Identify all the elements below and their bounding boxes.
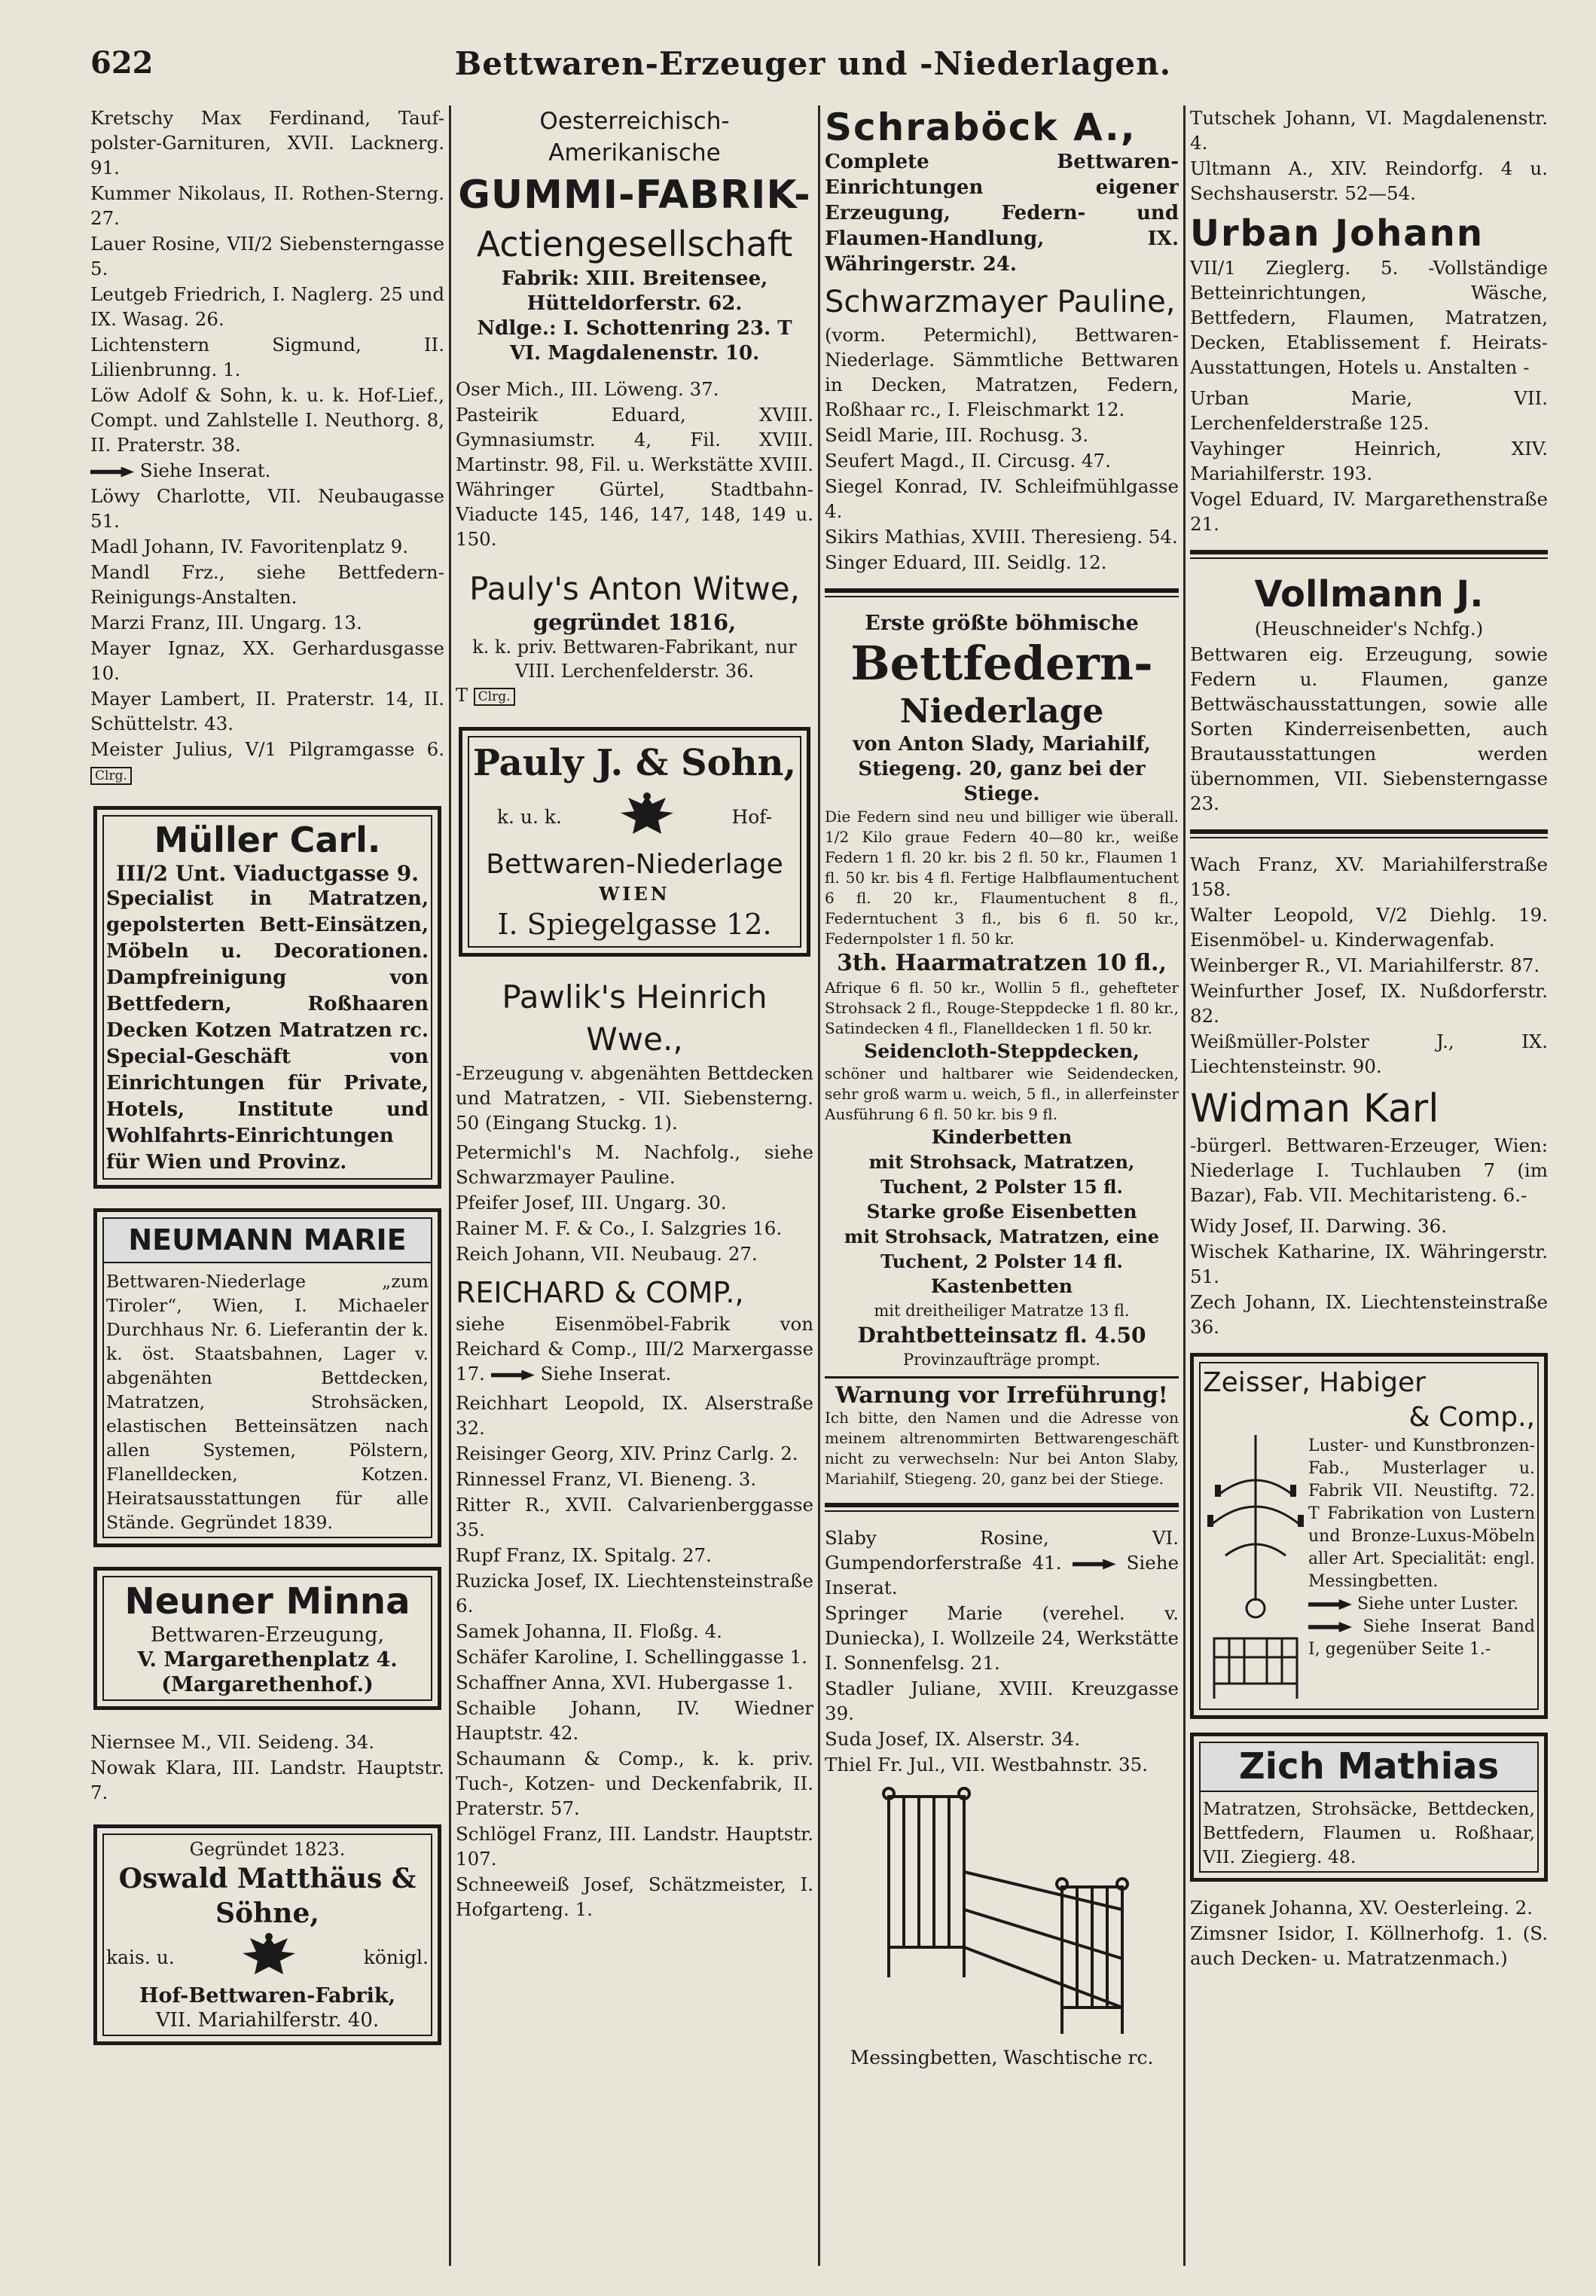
ad-title: Widman Karl (1190, 1086, 1439, 1131)
ad-line: Drahtbetteinsatz fl. 4.50 (857, 1323, 1146, 1348)
ad-line: Kinderbetten (931, 1126, 1073, 1148)
ad-title: Pauly J. & Sohn, (472, 742, 797, 784)
ad-text: (vorm. Petermichl), Bettwaren-Niederlage. Sämmtliche Bettwaren in Decken, Matratzen, Federn, Roßhaar rc., I. Fleischmarkt 12. (825, 324, 1179, 420)
ad-zeisser-habiger (1190, 1353, 1548, 1719)
ad-left-label: k. u. k. (496, 805, 562, 828)
inserat-reference: Siehe Inserat. (90, 458, 444, 483)
ad-title: GUMMI-FABRIK- (458, 173, 811, 218)
list-item: Pfeifer Josef, III. Ungarg. 30. (456, 1192, 727, 1214)
ad-line: von Anton Slady, Mariahilf, Stiegeng. 20, ganz bei der Stiege. (853, 733, 1151, 805)
column-4 (1190, 105, 1548, 2266)
page-number: 622 (90, 45, 154, 81)
list-item: Walter Leopold, V/2 Diehlg. 19. Eisenmöbel- u. Kinderwagenfab. (1190, 904, 1548, 951)
ad-text: Afrique 6 fl. 50 kr., Wollin 5 fl., gehefteter Strohsack 2 fl., Rouge-Steppdecke 1 fl. 80 kr., Satindecken 4 fl., Flanelldecken 1 fl. 50 kr. (825, 979, 1179, 1037)
list-item: Niernsee M., VII. Seideng. 34. (90, 1731, 374, 1753)
divider (1190, 829, 1548, 838)
list-item: Leutgeb Friedrich, I. Naglerg. 25 und IX. Wasag. 26. (90, 283, 444, 330)
list-item: Vogel Eduard, IV. Margarethenstraße 21. (1190, 488, 1548, 535)
ad-gummi-fabrik (456, 105, 813, 366)
ad-widman-karl (1190, 1085, 1548, 1208)
double-eagle-icon (235, 1931, 303, 1983)
ad-title: Pawlik's Heinrich Wwe., (502, 979, 767, 1058)
column-rule (818, 105, 820, 2266)
illustration-caption: Messingbetten, Waschtische rc. (850, 2047, 1154, 2069)
list-item: Thiel Fr. Jul., VII. Westbahnstr. 35. (825, 1754, 1149, 1775)
list-item: Reichhart Leopold, IX. Alserstraße 32. (456, 1392, 813, 1439)
list-item: Mandl Frz., siehe Bettfedern-Reinigungs-Anstalten. (90, 561, 444, 608)
list-item: Mayer Lambert, II. Praterstr. 14, II. Schüttelstr. 43. (90, 688, 444, 734)
ad-paulys-anton (456, 568, 813, 707)
ad-line: VII. Mariahilferstr. 40. (155, 2009, 380, 2032)
ad-title: Bettfedern- (850, 636, 1153, 691)
list-item: Urban Marie, VII. Lerchenfelderstraße 125. (1190, 387, 1548, 434)
list-item: Schlögel Franz, III. Landstr. Hauptstr. 107. (456, 1823, 813, 1870)
ad-mueller-carl (93, 806, 441, 1189)
ad-line: I. Spiegelgasse 12. (497, 908, 772, 941)
list-item: Zech Johann, IX. Liechtensteinstraße 36. (1190, 1291, 1548, 1338)
ad-neumann-marie (93, 1208, 441, 1547)
column-3 (825, 105, 1179, 2266)
ad-line: Oesterreichisch-Amerikanische (539, 108, 730, 166)
ad-text: Complete Bettwaren-Einrichtungen eigener Erzeugung, Federn- und Flaumen-Handlung, IX. Währingerstr. 24. (825, 151, 1179, 276)
list-item: Löwy Charlotte, VII. Neubaugasse 51. (90, 485, 444, 532)
clrg-badge: Clrg. (474, 688, 515, 706)
pointing-hand-icon (491, 1370, 535, 1381)
list-item: Wischek Katharine, IX. Währingerstr. 51. (1190, 1241, 1548, 1287)
brass-bed-illustration (836, 1782, 1167, 2045)
list-item: Rupf Franz, IX. Spitalg. 27. (456, 1544, 712, 1566)
divider (1190, 550, 1548, 559)
list-item: Schneeweiß Josef, Schätzmeister, I. Hofgarteng. 1. (456, 1873, 813, 1920)
ad-line: VI. Magdalenenstr. 10. (509, 342, 760, 365)
list-item: Vayhinger Heinrich, XIV. Mariahilferstr. 193. (1190, 438, 1548, 484)
ad-line: Starke große Eisenbetten (866, 1201, 1137, 1223)
clrg-badge: Clrg. (90, 767, 132, 785)
list-item: Kummer Nikolaus, II. Rothen-Sterng. 27. (90, 182, 444, 229)
ad-text: siehe Eisenmöbel-Fabrik von Reichard & Comp., III/2 Marxergasse 17. Siehe Inserat. (456, 1313, 813, 1385)
ad-text: -Erzeugung v. abgenähten Bettdecken und Matratzen, - VII. Siebensterng. 50 (Eingang Stuckg. 1). (456, 1062, 813, 1134)
ad-title: Vollmann J. (1254, 573, 1484, 615)
ad-title: Urban Johann (1190, 212, 1485, 255)
ad-right-label: Hof- (731, 805, 773, 828)
list-item: Lauer Rosine, VII/2 Siebensterngasse 5. (90, 233, 444, 279)
ad-text: schöner und haltbarer wie Seidendecken, sehr groß warm u. weich, 5 fl., in allerfeinster Ausführung 6 fl. 50 kr. bis 9 fl. (825, 1064, 1179, 1123)
ad-line: Bettwaren-Niederlage (486, 849, 783, 880)
list-item: Tutschek Johann, VI. Magdalenenstr. 4. (1190, 107, 1548, 154)
ad-line: mit dreitheiliger Matratze 13 fl. (874, 1302, 1130, 1320)
ad-vollmann (1190, 572, 1548, 816)
list-item: Samek Johanna, II. Floßg. 4. (456, 1620, 722, 1642)
ad-urban-johann (1190, 212, 1548, 380)
list-item: Weißmüller-Polster J., IX. Liechtensteinstr. 90. (1190, 1030, 1548, 1077)
ad-line: Seidencloth-Steppdecken, (864, 1040, 1140, 1062)
ad-subtitle: (Heuschneider's Nchfg.) (1254, 618, 1484, 640)
list-item: Ultmann A., XIV. Reindorfg. 4 u. Sechshauserstr. 52—54. (1190, 157, 1548, 204)
ad-pawlik-heinrich (456, 976, 813, 1135)
ad-line: Warnung vor Irreführung! (835, 1382, 1168, 1409)
list-item: Weinberger R., VI. Mariahilferstr. 87. (1190, 954, 1540, 976)
list-item: Zimsner Isidor, I. Köllnerhofg. 1. (S. auch Decken- u. Matratzenmach.) (1190, 1922, 1548, 1969)
page-header (90, 45, 1536, 90)
ad-text: Matratzen, Strohsäcke, Bettdecken, Bettfedern, Flaumen u. Roßhaar, VII. Ziegierg. 48. (1203, 1798, 1535, 1867)
list-item: Singer Eduard, III. Seidlg. 12. (825, 551, 1107, 573)
list-item: Slaby Rosine, VI. Gumpendorferstraße 41. Siehe Inserat. (825, 1527, 1179, 1598)
ad-title: Pauly's Anton Witwe, (469, 570, 800, 607)
list-item: Seidl Marie, III. Rochusg. 3. (825, 424, 1089, 446)
divider (825, 588, 1179, 597)
list-item: Wach Franz, XV. Mariahilferstraße 158. (1190, 853, 1548, 900)
ad-address: III/2 Unt. Viaductgasse 9. (116, 861, 419, 886)
ad-line: Actiengesellschaft (476, 224, 793, 264)
list-item: Löw Adolf & Sohn, k. u. k. Hof-Lief., Compt. und Zahlstelle I. Neuthorg. 8, II. Praterstr. 38. (90, 384, 444, 456)
ad-title: Zich Mathias (1200, 1742, 1538, 1792)
ad-text: Specialist in Matratzen, gepolsterten Bett-Einsätzen, Möbeln u. Decorationen. Dampfreinigung von Bettfedern, Roßhaaren Decken Kotzen Matratzen rc. Special-Geschäft von Einrichtungen für Private, Hotels, Institute und Wohlfahrts-Einrichtungen für Wien und Provinz. (106, 887, 429, 1174)
divider (825, 1503, 1179, 1512)
list-item: Schaumann & Comp., k. k. priv. Tuch-, Kotzen- und Deckenfabrik, II. Praterstr. 57. (456, 1748, 813, 1819)
pointing-hand-icon (1308, 1599, 1352, 1610)
ad-line: Bettwaren-Erzeugung, (150, 1623, 385, 1647)
ad-title: REICHARD & COMP., (456, 1276, 744, 1309)
ad-text: -bürgerl. Bettwaren-Erzeuger, Wien: Niederlage I. Tuchlauben 7 (im Bazar), Fab. VII. Mechitaristeng. 6.- (1190, 1134, 1548, 1206)
page-title: Bettwaren-Erzeuger und -Niederlagen. (454, 45, 1172, 82)
list-item: Sikirs Mathias, XVIII. Theresieng. 54. (825, 526, 1178, 548)
ad-title: Müller Carl. (154, 820, 381, 860)
telephone-mark: T (456, 685, 468, 706)
pointing-hand-icon (1308, 1622, 1352, 1632)
ad-schwarzmayer (825, 282, 1179, 422)
ad-founded: Gegründet 1823. (189, 1839, 346, 1860)
ad-title-2: & Comp., (1408, 1402, 1535, 1433)
column-1 (90, 105, 444, 2266)
list-item: Ritter R., XVII. Calvarienberggasse 35. (456, 1494, 813, 1540)
list-item: Marzi Franz, III. Ungarg. 13. (90, 612, 362, 634)
ad-line: (Margarethenhof.) (161, 1673, 374, 1696)
ad-zich-mathias (1190, 1733, 1548, 1882)
pointing-hand-icon (1073, 1559, 1116, 1570)
ad-title: Oswald Matthäus & Söhne, (118, 1863, 417, 1929)
list-item: Kretschy Max Ferdinand, Tauf-polster-Garnituren, XVII. Lacknerg. 91. (90, 107, 444, 179)
list-item: Nowak Klara, III. Landstr. Hauptstr. 7. (90, 1757, 444, 1803)
ad-line: Ndlge.: I. Schottenring 23. T (477, 317, 792, 340)
list-item: Reisinger Georg, XIV. Prinz Carlg. 2. (456, 1443, 798, 1464)
ad-slady-bettfedern (825, 611, 1179, 1489)
double-eagle-icon (613, 786, 681, 847)
ad-text: Bettwaren-Niederlage „zum Tiroler“, Wien, I. Michaeler Durchhaus Nr. 6. Lieferantin der k. k. öst. Staatsbahnen, Lager v. abgenähten Bettdecken, Matratzen, Strohsäcken, elastischen Betteinsätzen nach allen Systemen, Pölstern, Flanelldecken, Kotzen. Heiratsausstattungen für alle Stände. Gegründet 1839. (106, 1271, 429, 1533)
ad-text: Bettwaren eig. Erzeugung, sowie Federn u. Flaumen, ganze Bettwäschausstattungen, sowie alle Sorten Kinderreisenbetten, auch Brautausstattungen werden übernommen, VII. Siebensterngasse 23. (1190, 643, 1548, 814)
list-item: Stadler Juliane, XVIII. Kreuzgasse 39. (825, 1678, 1179, 1724)
ad-line: mit Strohsack, Matratzen, eine Tuchent, 2 Polster 14 fl. (844, 1226, 1160, 1272)
list-item: Mayer Ignaz, XX. Gerhardusgasse 10. (90, 637, 444, 684)
list-item: Widy Josef, II. Darwing. 36. (1190, 1215, 1448, 1237)
list-item: Reich Johann, VII. Neubaug. 27. (456, 1243, 758, 1265)
list-item: Weinfurther Josef, IX. Nußdorferstr. 82. (1190, 980, 1548, 1027)
ad-left-label: kais. u. (106, 1946, 175, 1968)
ad-text: k. k. priv. Bettwaren-Fabrikant, nur VIII. Lerchenfelderstr. 36. (472, 637, 797, 682)
ad-siehe-2: Siehe Inserat Band I, gegenüber Seite 1.- (1308, 1617, 1535, 1659)
list-item: Seufert Magd., II. Circusg. 47. (825, 450, 1111, 472)
ad-title: Schwarzmayer Pauline, (825, 285, 1176, 319)
ad-line: Provinzaufträge prompt. (903, 1351, 1100, 1369)
list-item: Lichtenstern Sigmund, II. Lilienbrunng. 1. (90, 334, 444, 380)
ad-line: 3th. Haarmatratzen 10 fl., (837, 950, 1167, 976)
list-item: Suda Josef, IX. Alserstr. 34. (825, 1728, 1081, 1750)
chandelier-illustration (1203, 1435, 1308, 1706)
column-rule (1183, 105, 1186, 2266)
list-item: Springer Marie (verehel. v. Duniecka), I. Wollzeile 24, Werkstätte I. Sonnenfelsg. 21. (825, 1602, 1179, 1674)
pointing-hand-icon (90, 467, 134, 478)
ad-text: VII/1 Zieglerg. 5. -Vollständige Betteinrichtungen, Wäsche, Bettfedern, Flaumen, Matratzen, Decken, Etablissement f. Heirats-Ausstattungen, Hotels u. Anstalten - (1190, 257, 1548, 378)
ad-oswald-matthaeus (93, 1824, 441, 2045)
list-item: Schaffner Anna, XVI. Hubergasse 1. (456, 1672, 794, 1693)
ad-text: Die Federn sind neu und billiger wie überall. 1/2 Kilo graue Federn 40—80 kr., weiße Federn 1 fl. 20 kr. bis 2 fl. 50 kr., Flaumen 1 fl. 50 kr. bis 4 fl. Fertige Halbflaumentuchent 6 fl. 20 kr., Flaumentuchent 8 fl., Federntuchent 3 fl., bis 6 fl. 50 kr., Federnpolster 1 fl. 50 kr. (825, 808, 1179, 948)
column-rule (449, 105, 451, 2266)
list-item: Schäfer Karoline, I. Schellinggasse 1. (456, 1646, 807, 1668)
list-item: Oser Mich., III. Löweng. 37. (456, 378, 719, 400)
column-2 (456, 105, 813, 2266)
list-item: Rinnessel Franz, VI. Bieneng. 3. (456, 1468, 757, 1490)
ad-title: Schraböck A., (825, 105, 1137, 149)
ad-founded: gegründet 1816, (533, 609, 737, 635)
list-item: Schaible Johann, IV. Wiedner Hauptstr. 42. (456, 1697, 813, 1744)
ad-schraboeck (825, 105, 1179, 277)
ad-title: Zeisser, Habiger (1203, 1367, 1426, 1398)
ad-siehe-1: Siehe unter Luster. (1308, 1593, 1535, 1616)
list-item: Petermichl's M. Nachfolg., siehe Schwarzmayer Pauline. (456, 1141, 813, 1188)
ad-pauly-sohn (459, 727, 810, 957)
ad-line: Kastenbetten (930, 1275, 1073, 1297)
ad-reichard (456, 1274, 813, 1386)
ad-line: WIEN (599, 883, 670, 905)
list-item: Pasteirik Eduard, XVIII. Gymnasiumstr. 4, Fil. XVIII. Martinstr. 98, Fil. u. Werkstätte XVIII. Währinger Gürtel, Stadtbahn-Viaducte 145, 146, 147, 148, 149 u. 150. (456, 404, 813, 550)
ad-right-label: königl. (363, 1946, 429, 1968)
list-item: Ruzicka Josef, IX. Liechtensteinstraße 6. (456, 1570, 813, 1617)
ad-text: Ich bitte, den Namen und die Adresse von meinem altrenommirten Bettwarengeschäft nicht zu verwechseln: Nur bei Anton Slaby, Mariahilf, Stiegeng. 20, ganz bei der Stiege. (825, 1409, 1179, 1488)
ad-line: Hof-Bettwaren-Fabrik, (139, 1984, 395, 2007)
list-item: Ziganek Johanna, XV. Oesterleing. 2. (1190, 1897, 1533, 1919)
list-item: Meister Julius, V/1 Pilgramgasse 6. Clrg. (90, 738, 444, 783)
ad-title: Neuner Minna (124, 1580, 410, 1623)
ad-title-2: Niederlage (899, 692, 1104, 731)
ad-line: mit Strohsack, Matratzen, Tuchent, 2 Polster 15 fl. (868, 1151, 1135, 1198)
ad-neuner-minna (93, 1567, 441, 1710)
list-item: Madl Johann, IV. Favoritenplatz 9. (90, 536, 409, 557)
ad-title: NEUMANN MARIE (103, 1218, 432, 1263)
list-item: Siegel Konrad, IV. Schleifmühlgasse 4. (825, 475, 1179, 522)
ad-text: Luster- und Kunstbronzen-Fab., Musterlager u. Fabrik VII. Neustiftg. 72. T Fabrikation von Lustern und Bronze-Luxus-Möbeln aller Art. Specialität: engl. Messingbetten. (1308, 1437, 1535, 1591)
ad-line: Erste größte böhmische (865, 612, 1139, 635)
list-item: Rainer M. F. & Co., I. Salzgries 16. (456, 1217, 783, 1239)
ad-line: V. Margarethenplatz 4. (137, 1648, 398, 1672)
ad-line: Fabrik: XIII. Breitensee, Hütteldorferstr. 62. (501, 267, 768, 315)
